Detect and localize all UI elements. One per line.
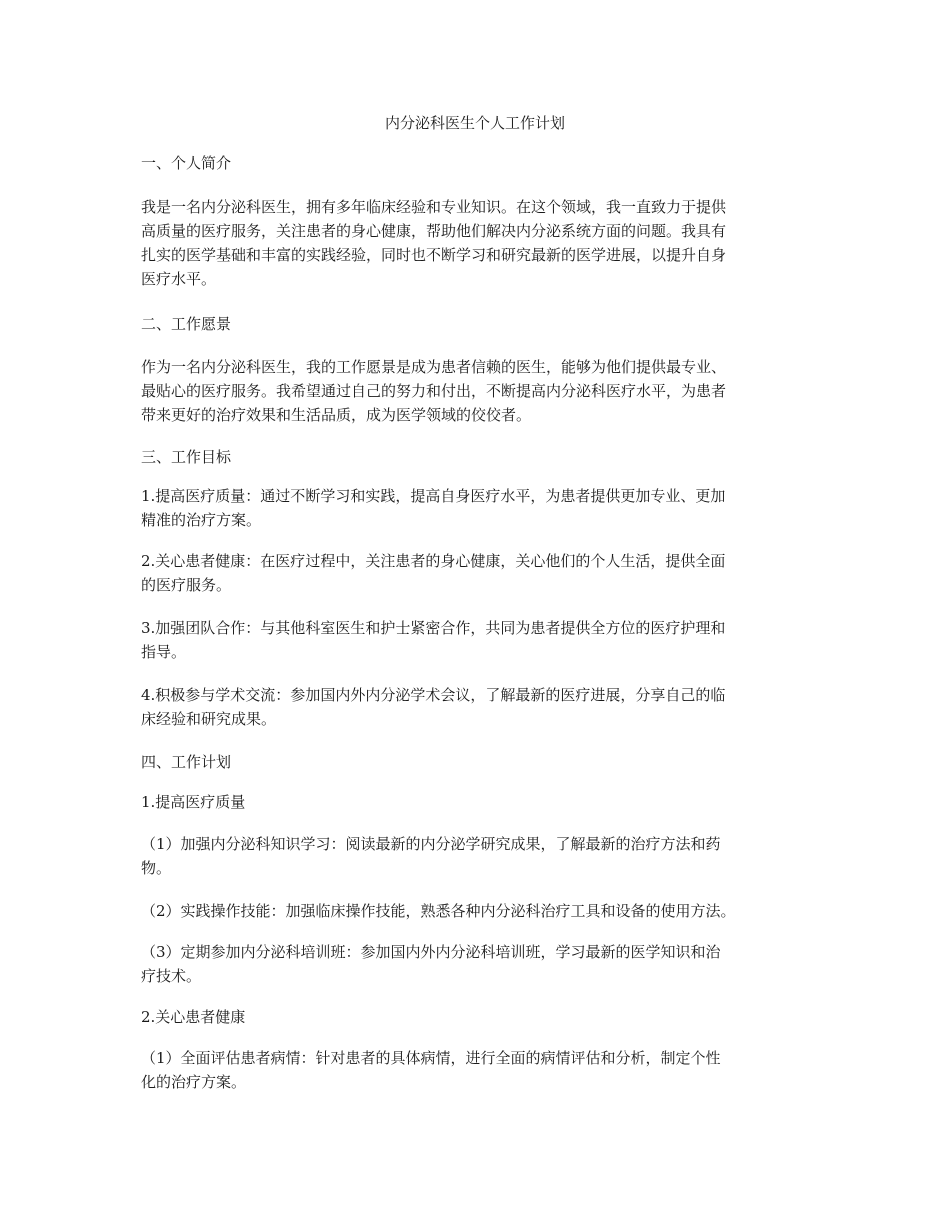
section-heading-plan <box>141 750 821 774</box>
paragraph-intro <box>141 195 821 291</box>
text-line: 1.提高医疗质量：通过不断学习和实践，提高自身医疗水平，为患者提供更加专业、更加 <box>141 487 726 505</box>
text-line: （1）加强内分泌科知识学习：阅读最新的内分泌学研究成果，了解最新的治疗方法和药 <box>141 835 721 853</box>
text-line: 4.积极参与学术交流：参加国内外内分泌学术会议，了解最新的医疗进展，分享自己的临 <box>141 686 726 704</box>
text-line: 的医疗服务。 <box>141 576 232 594</box>
text-line: 四、工作计划 <box>141 753 232 771</box>
text-line: 床经验和研究成果。 <box>141 710 277 728</box>
section-heading-goals <box>141 445 821 469</box>
text-line: 一、个人简介 <box>141 154 232 172</box>
text-line: 1.提高医疗质量 <box>141 793 246 811</box>
text-line: （2）实践操作技能：加强临床操作技能，熟悉各种内分泌科治疗工具和设备的使用方法。 <box>141 902 736 920</box>
text-line: 疗技术。 <box>141 967 202 985</box>
plan-subheading-quality <box>141 790 821 814</box>
goal-item-1 <box>141 484 821 532</box>
text-line: 三、工作目标 <box>141 448 232 466</box>
plan-item-1-2 <box>141 899 821 923</box>
text-line: 带来更好的治疗效果和生活品质，成为医学领域的佼佼者。 <box>141 406 532 424</box>
text-line: 3.加强团队合作：与其他科室医生和护士紧密合作，共同为患者提供全方位的医疗护理和 <box>141 619 726 637</box>
text-line: （1）全面评估患者病情：针对患者的具体病情，进行全面的病情评估和分析，制定个性 <box>141 1049 721 1067</box>
plan-item-1-3 <box>141 940 821 988</box>
text-line: 高质量的医疗服务，关注患者的身心健康，帮助他们解决内分泌系统方面的问题。我具有 <box>141 222 727 240</box>
text-line: （3）定期参加内分泌科培训班：参加国内外内分泌科培训班，学习最新的医学知识和治 <box>141 943 721 961</box>
section-heading-intro <box>141 151 821 175</box>
text-line: 扎实的医学基础和丰富的实践经验，同时也不断学习和研究最新的医学进展，以提升自身 <box>141 246 727 264</box>
text-line: 2.关心患者健康：在医疗过程中，关注患者的身心健康，关心他们的个人生活，提供全面 <box>141 552 726 570</box>
text-line: 我是一名内分泌科医生，拥有多年临床经验和专业知识。在这个领域，我一直致力于提供 <box>141 198 727 216</box>
document-title: 内分泌科医生个人工作计划 <box>384 114 565 132</box>
goal-item-2 <box>141 549 821 597</box>
text-line: 化的治疗方案。 <box>141 1073 247 1091</box>
goal-item-3 <box>141 616 821 664</box>
goal-item-4 <box>141 683 821 731</box>
section-heading-vision <box>141 312 821 336</box>
text-line: 2.关心患者健康 <box>141 1008 246 1026</box>
text-line: 医疗水平。 <box>141 270 217 288</box>
text-line: 物。 <box>141 859 172 877</box>
text-line: 作为一名内分泌科医生，我的工作愿景是成为患者信赖的医生，能够为他们提供最专业、 <box>141 358 727 376</box>
plan-subheading-care <box>141 1005 821 1029</box>
paragraph-vision <box>141 355 821 427</box>
plan-item-1-1 <box>141 832 821 880</box>
text-line: 精准的治疗方案。 <box>141 511 262 529</box>
text-line: 指导。 <box>141 643 187 661</box>
plan-item-2-1 <box>141 1046 821 1094</box>
text-line: 二、工作愿景 <box>141 315 232 333</box>
text-line: 最贴心的医疗服务。我希望通过自己的努力和付出，不断提高内分泌科医疗水平，为患者 <box>141 382 727 400</box>
